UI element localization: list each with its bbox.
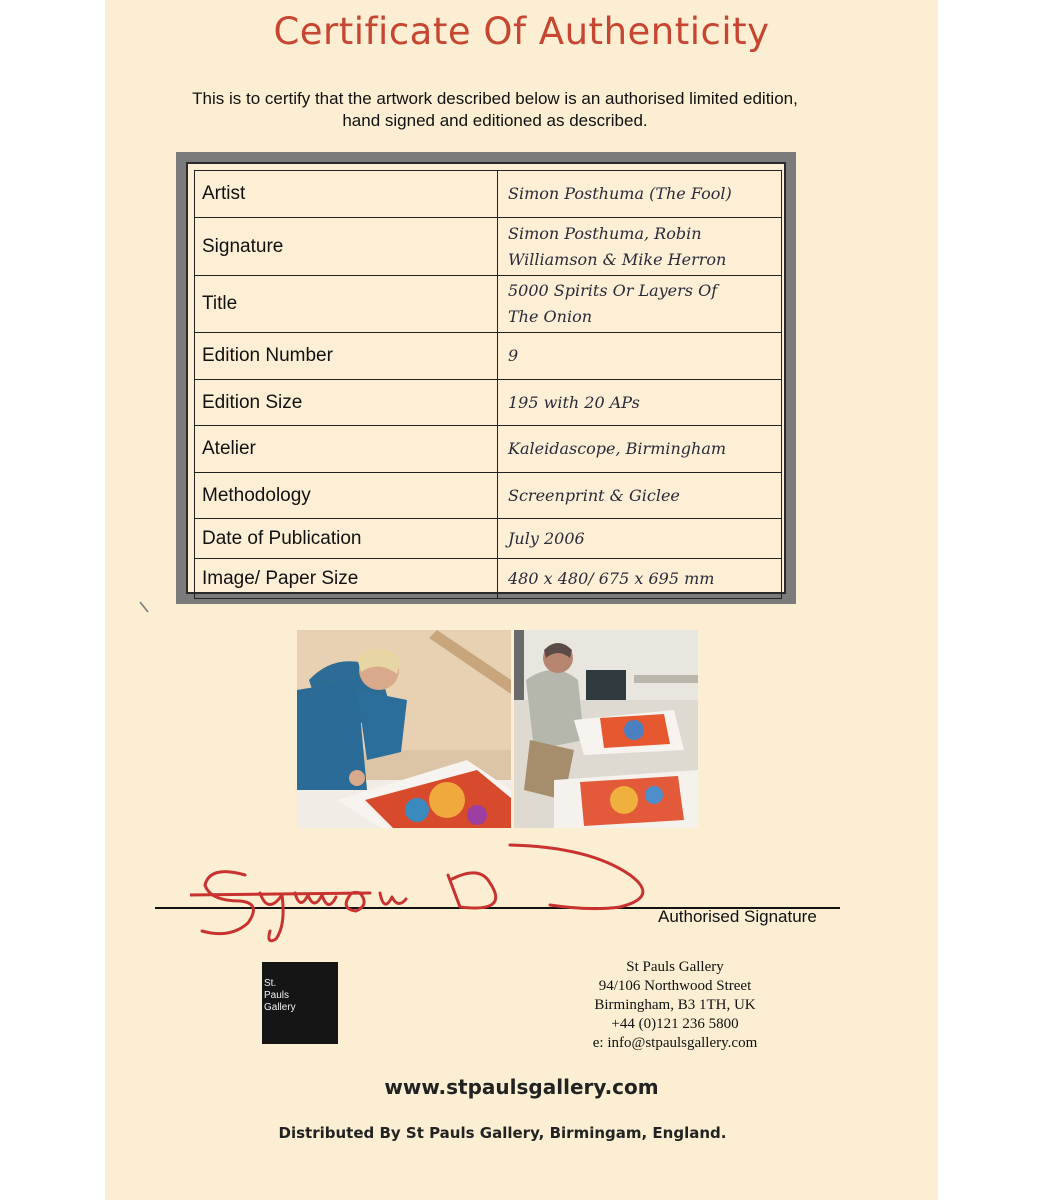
row-value — [498, 171, 782, 218]
row-label: Methodology — [195, 473, 498, 519]
artist-signing-photo — [297, 630, 511, 828]
table-row — [195, 473, 782, 519]
value-line: Simon Posthuma (The Fool) — [508, 184, 732, 203]
logo-line: St. — [264, 978, 277, 989]
details-frame-inner — [186, 162, 786, 594]
address-line: St Pauls Gallery — [626, 959, 724, 975]
details-frame — [176, 152, 796, 604]
table-row — [195, 171, 782, 218]
gallery-address — [560, 958, 790, 1053]
value-line: Screenprint & Giclee — [508, 485, 680, 505]
row-value — [498, 333, 782, 380]
value-line: 9 — [508, 346, 519, 365]
table-row — [195, 333, 782, 380]
row-value — [498, 380, 782, 426]
pencil-mark — [138, 600, 158, 620]
gallery-logo — [262, 962, 338, 1044]
row-label: Atelier — [195, 426, 498, 473]
row-value — [498, 218, 782, 276]
value-line: 195 with 20 APs — [508, 392, 640, 412]
certificate-title: Certificate Of Authenticity — [273, 10, 770, 53]
value-line: Simon Posthuma, Robin — [508, 223, 702, 243]
row-label: Edition Number — [195, 333, 498, 380]
certificate-intro — [105, 88, 885, 132]
address-line: 94/106 Northwood Street — [598, 978, 752, 994]
table-row — [195, 380, 782, 426]
value-line: 5000 Spirits Or Layers Of — [508, 281, 718, 300]
table-row — [195, 426, 782, 473]
value-line: Williamson & Mike Herron — [508, 249, 727, 269]
intro-line-1: This is to certify that the artwork described below is an authorised limited edition, — [192, 89, 798, 108]
value-line: July 2006 — [508, 528, 585, 548]
value-line: 480 x 480/ 675 x 695 mm — [508, 568, 715, 588]
authorised-signature-label: Authorised Signature — [658, 907, 817, 926]
row-value — [498, 473, 782, 519]
address-line: +44 (0)121 236 5800 — [611, 1016, 739, 1032]
details-table — [194, 170, 782, 599]
row-label: Title — [195, 276, 498, 333]
logo-line: Pauls — [264, 990, 290, 1001]
row-value — [498, 559, 782, 599]
row-label: Date of Publication — [195, 519, 498, 559]
website-url: www.stpaulsgallery.com — [384, 1075, 659, 1099]
row-label: Signature — [195, 218, 498, 276]
row-value — [498, 276, 782, 333]
address-line: Birmingham, B3 1TH, UK — [594, 997, 756, 1013]
table-row — [195, 218, 782, 276]
row-label: Artist — [195, 171, 498, 218]
intro-line-2: hand signed and editioned as described. — [342, 111, 648, 130]
row-label: Image/ Paper Size — [195, 559, 498, 599]
value-line: Kaleidascope, Birmingham — [508, 439, 727, 458]
logo-line: Gallery — [264, 1002, 296, 1013]
row-value — [498, 519, 782, 559]
distributed-by: Distributed By St Pauls Gallery, Birmingam, England. — [278, 1124, 727, 1142]
table-row — [195, 276, 782, 333]
value-line: The Onion — [508, 307, 593, 326]
row-value — [498, 426, 782, 473]
row-label: Edition Size — [195, 380, 498, 426]
table-row — [195, 559, 782, 599]
address-line: e: info@stpaulsgallery.com — [592, 1035, 758, 1051]
signer-photo — [514, 630, 698, 828]
handwritten-signature — [190, 835, 690, 955]
table-row — [195, 519, 782, 559]
